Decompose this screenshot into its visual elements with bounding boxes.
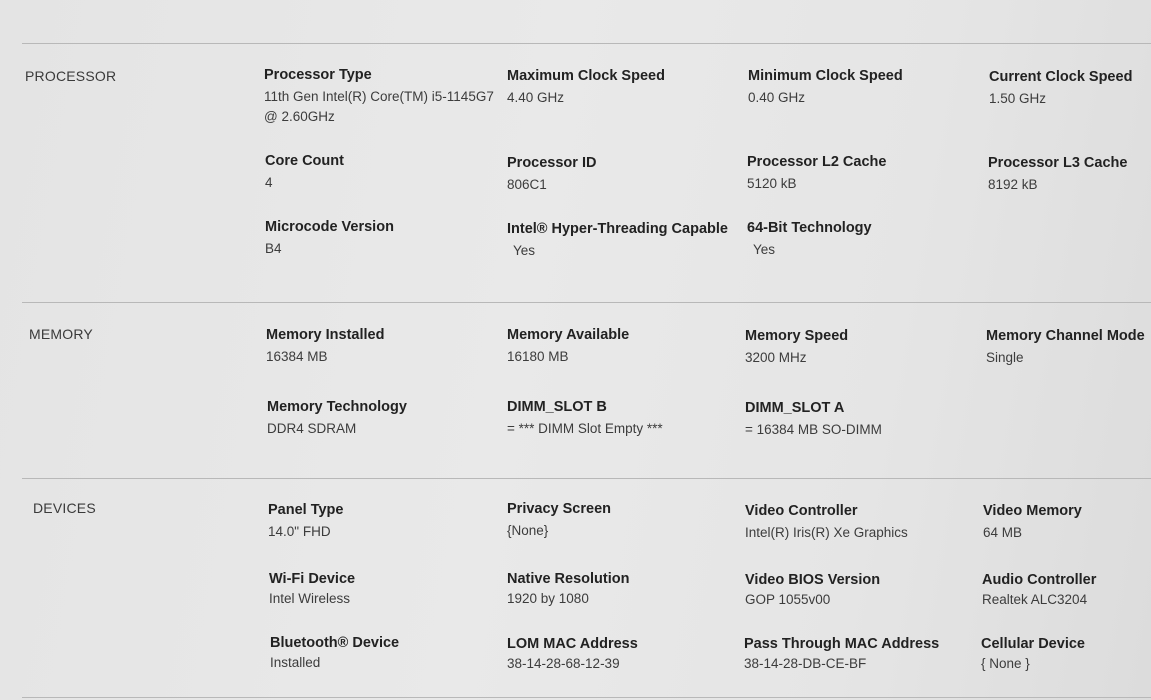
max-clock-value: 4.40 GHz [507,90,565,105]
cellular-device-label: Cellular Device [981,636,1085,652]
hyperthreading-value: Yes [513,243,536,258]
panel-type-item [268,501,500,542]
audio-controller-item [982,571,1147,610]
lom-mac-item [507,635,739,674]
dimm-slot-b-item [507,398,739,439]
audio-controller-label: Audio Controller [982,572,1097,588]
section-title-devices: DEVICES [33,500,96,516]
native-resolution-value: 1920 by 1080 [507,591,589,606]
video-bios-item [745,571,977,610]
microcode-item [265,218,497,259]
dimm-slot-b-value: = *** DIMM Slot Empty *** [507,421,663,436]
divider [22,697,1151,698]
bluetooth-device-value: Installed [270,655,321,670]
min-clock-item [748,67,980,108]
max-clock-label: Maximum Clock Speed [507,68,665,84]
video-memory-item [983,502,1148,543]
panel-type-label: Panel Type [268,502,344,518]
dimm-slot-a-label: DIMM_SLOT A [745,400,845,416]
divider [22,43,1151,44]
divider [22,478,1151,479]
video-controller-label: Video Controller [745,503,858,519]
current-clock-item [989,68,1149,109]
memory-channel-label: Memory Channel Mode [986,328,1145,344]
privacy-screen-item [507,500,739,541]
memory-technology-label: Memory Technology [267,399,407,415]
video-bios-label: Video BIOS Version [745,572,881,588]
memory-channel-value: Single [986,350,1024,365]
l2-cache-value: 5120 kB [747,176,797,191]
memory-available-value: 16180 MB [507,349,569,364]
memory-speed-item [745,327,977,368]
memory-installed-label: Memory Installed [266,327,385,343]
bluetooth-device-item [270,634,502,673]
processor-type-label: Processor Type [264,67,372,83]
memory-speed-value: 3200 MHz [745,350,807,365]
min-clock-value: 0.40 GHz [748,90,806,105]
cellular-device-value: { None } [981,656,1030,671]
video-bios-value: GOP 1055v00 [745,592,831,607]
bit64-item [747,219,979,260]
lom-mac-value: 38-14-28-68-12-39 [507,656,620,671]
wifi-device-value: Intel Wireless [269,591,351,606]
video-memory-value: 64 MB [983,525,1023,540]
video-controller-item [745,502,977,543]
l2-cache-label: Processor L2 Cache [747,154,887,170]
hyperthreading-item [507,220,739,261]
current-clock-value: 1.50 GHz [989,91,1047,106]
memory-installed-item [266,326,498,367]
processor-type-value: 11th Gen Intel(R) Core(TM) i5-1145G7 @ 2.60GHz [264,89,494,124]
microcode-value: B4 [265,241,282,256]
microcode-label: Microcode Version [265,219,394,235]
passthrough-mac-value: 38-14-28-DB-CE-BF [744,656,867,671]
l3-cache-label: Processor L3 Cache [988,155,1128,171]
core-count-value: 4 [265,175,273,190]
memory-installed-value: 16384 MB [266,349,328,364]
privacy-screen-value: {None} [507,523,549,538]
processor-id-item [507,154,739,195]
passthrough-mac-label: Pass Through MAC Address [744,636,940,652]
privacy-screen-label: Privacy Screen [507,501,611,517]
l3-cache-item [988,154,1148,195]
panel-type-value: 14.0" FHD [268,524,331,539]
memory-technology-value: DDR4 SDRAM [267,421,357,436]
video-memory-label: Video Memory [983,503,1082,519]
l2-cache-item [747,153,979,194]
core-count-item [265,152,497,193]
section-title-processor: PROCESSOR [25,68,117,84]
hyperthreading-label: Intel® Hyper-Threading Capable [507,221,728,237]
native-resolution-label: Native Resolution [507,571,630,587]
video-controller-value: Intel(R) Iris(R) Xe Graphics [745,525,908,540]
native-resolution-item [507,570,739,609]
wifi-device-item [269,570,501,609]
min-clock-label: Minimum Clock Speed [748,68,903,84]
core-count-label: Core Count [265,153,344,169]
wifi-device-label: Wi-Fi Device [269,571,356,587]
cellular-device-item [981,635,1146,674]
max-clock-item [507,67,739,108]
passthrough-mac-item [744,635,976,674]
section-title-memory: MEMORY [29,326,93,342]
dimm-slot-a-item [745,399,977,440]
dimm-slot-a-value: = 16384 MB SO-DIMM [745,422,882,437]
divider [22,302,1151,303]
bit64-value: Yes [753,242,776,257]
audio-controller-value: Realtek ALC3204 [982,592,1088,607]
memory-available-item [507,326,739,367]
dimm-slot-b-label: DIMM_SLOT B [507,399,607,415]
memory-channel-item [986,327,1146,368]
processor-type-item [264,66,496,127]
memory-speed-label: Memory Speed [745,328,849,344]
lom-mac-label: LOM MAC Address [507,636,638,652]
memory-available-label: Memory Available [507,327,630,343]
bit64-label: 64-Bit Technology [747,220,872,236]
bluetooth-device-label: Bluetooth® Device [270,635,400,651]
processor-id-value: 806C1 [507,177,547,192]
current-clock-label: Current Clock Speed [989,69,1133,85]
memory-technology-item [267,398,499,439]
processor-id-label: Processor ID [507,155,597,171]
l3-cache-value: 8192 kB [988,177,1038,192]
